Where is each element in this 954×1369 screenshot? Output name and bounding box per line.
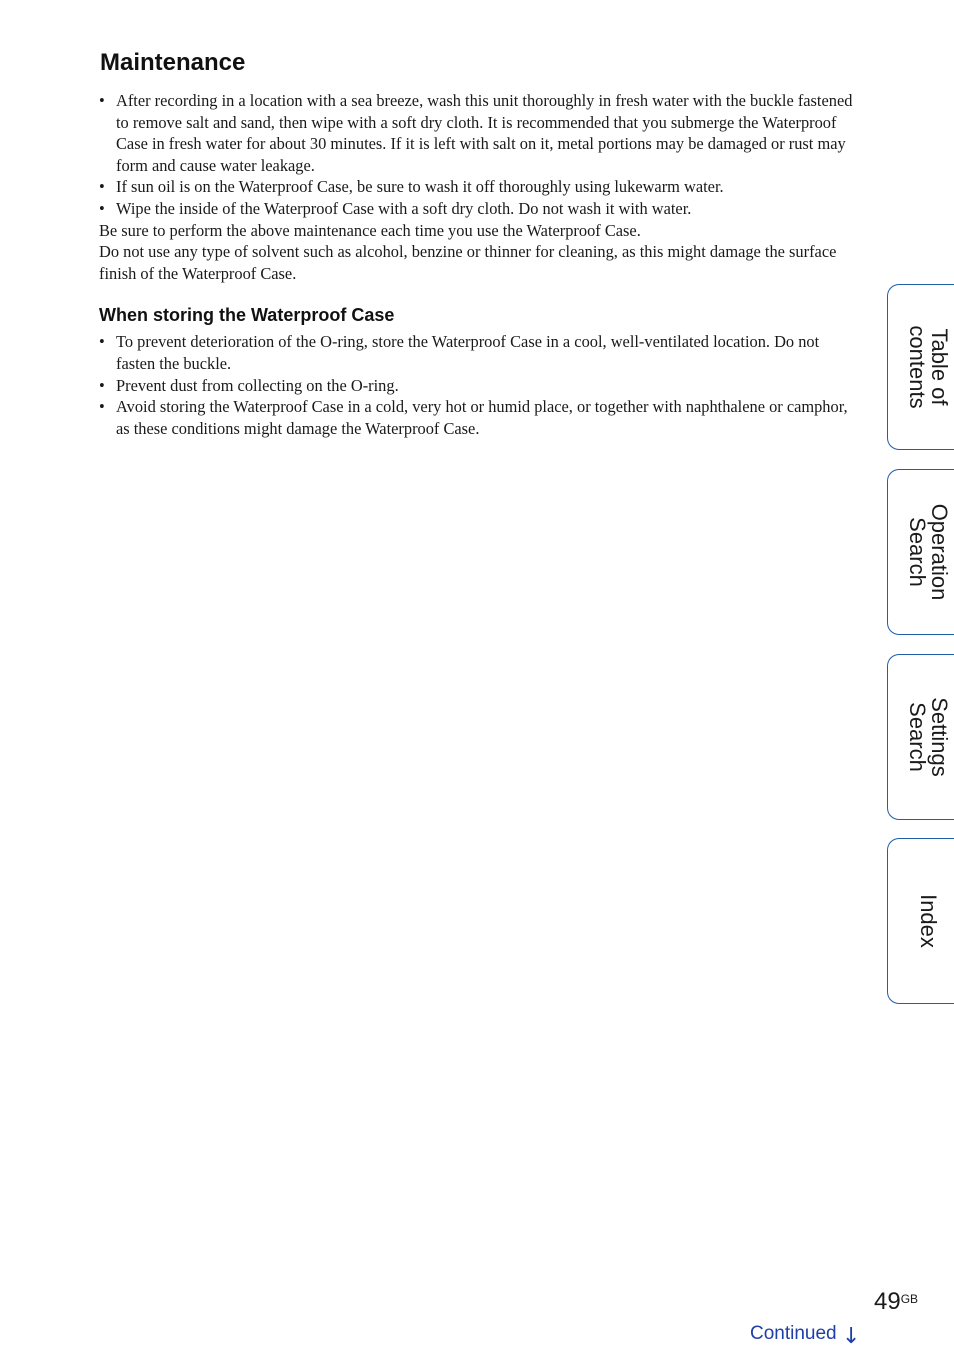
continued-link[interactable]: Continued [750,1323,837,1344]
maintenance-list [99,90,854,220]
tab-operation-search[interactable] [887,469,954,635]
page-number-value: 49 [874,1288,901,1315]
list-item: • Prevent dust from collecting on the O-ring. [99,375,854,397]
page-content [99,46,854,439]
maintenance-note: Do not use any type of solvent such as alcohol, benzine or thinner for cleaning, as this might damage the surface finish of the Waterproof Case. [99,242,837,283]
list-item: • To prevent deterioration of the O-ring, store the Waterproof Case in a cool, well-ventilated location. Do not fasten the buckle. [99,331,854,374]
tab-label: Settings Search [905,697,952,777]
tab-index[interactable] [887,838,954,1004]
list-item: • If sun oil is on the Waterproof Case, be sure to wash it off thoroughly using lukewarm water. [99,176,854,198]
list-item: • Wipe the inside of the Waterproof Case with a soft dry cloth. Do not wash it with water. [99,198,854,220]
page-number-suffix: GB [900,1292,919,1306]
tab-label: Table of contents [905,325,952,409]
page-title: Maintenance [100,49,246,76]
tab-settings-search[interactable] [887,654,954,820]
tab-table-of-contents[interactable] [887,284,954,450]
tab-label: Operation Search [905,503,952,601]
arrow-down-icon[interactable]: ↓ [842,1324,861,1349]
storing-list [99,331,854,439]
maintenance-note: Be sure to perform the above maintenance each time you use the Waterproof Case. [99,220,641,240]
list-item: • Avoid storing the Waterproof Case in a cold, very hot or humid place, or together with naphthalene or camphor, as these conditions might damage the Waterproof Case. [99,396,854,439]
page-number [874,1288,918,1316]
section-heading: When storing the Waterproof Case [99,305,395,326]
list-item: • After recording in a location with a sea breeze, wash this unit thoroughly in fresh water with the buckle fastened to remove salt and sand, then wipe with a soft dry cloth. It is recommended that you submerge the Waterproof Case in fresh water for about 30 minutes. If it is left with salt on it, metal portions may be damaged or rust may form and cause water leakage. [99,90,854,176]
tab-label: Index [916,894,941,948]
